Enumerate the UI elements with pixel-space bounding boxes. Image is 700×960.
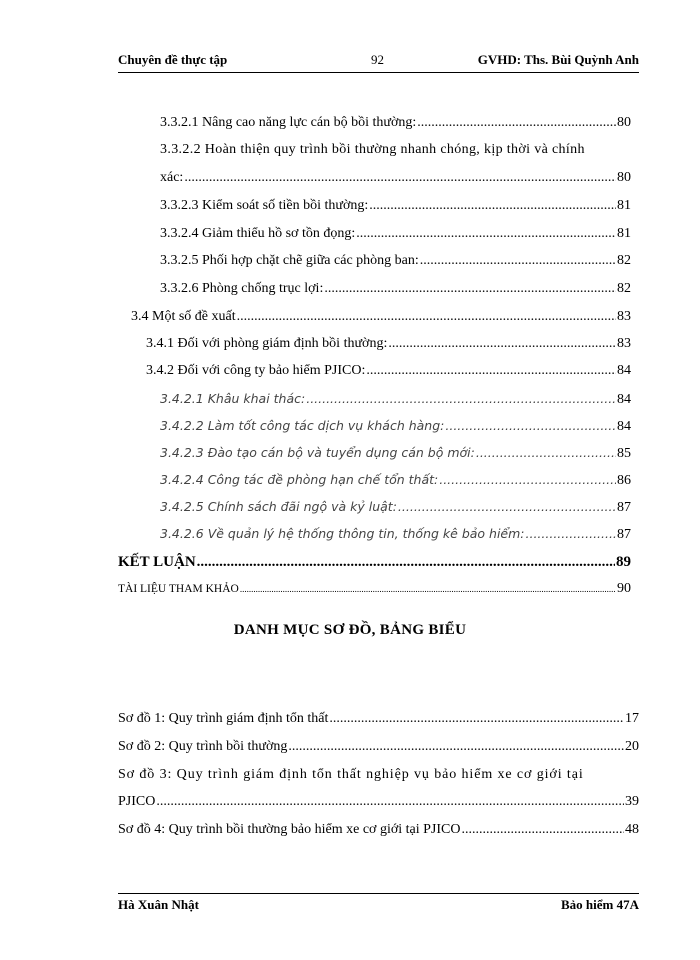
toc-label: 3.3.2.3 Kiểm soát số tiền bồi thường: — [160, 198, 369, 213]
toc-page: 83 — [617, 309, 631, 324]
toc-page: 87 — [617, 500, 631, 515]
toc-page: 81 — [617, 226, 631, 241]
toc-label: 3.3.2.4 Giảm thiểu hồ sơ tồn đọng: — [160, 226, 356, 241]
toc-page: 86 — [617, 473, 631, 488]
toc-entry[interactable] — [160, 388, 631, 410]
figure-entry[interactable] — [118, 791, 639, 813]
toc-page: 81 — [617, 198, 631, 213]
toc-entry[interactable] — [160, 167, 631, 189]
toc-label: 3.4.2.2 Làm tốt công tác dịch vụ khách hàng: — [160, 418, 445, 433]
footer-author: Hà Xuân Nhật — [118, 897, 199, 912]
figure-label: PJICO — [118, 794, 156, 809]
toc-label: 3.4.2.4 Công tác đề phòng hạn chế tổn thất: — [160, 472, 439, 487]
figure-page: 20 — [625, 739, 639, 754]
toc-entry[interactable] — [160, 415, 631, 437]
toc-entry[interactable] — [131, 306, 631, 328]
figure-label: Sơ đồ 4: Quy trình bồi thường bảo hiểm xe cơ giới tại PJICO — [118, 822, 461, 837]
header-advisor: GVHD: Ths. Bùi Quỳnh Anh — [477, 52, 639, 67]
toc-label: 3.4.2.3 Đào tạo cán bộ và tuyển dụng cán bộ mới: — [160, 445, 475, 460]
toc-entry-conclusion[interactable] — [118, 551, 631, 573]
figure-page: 17 — [625, 711, 639, 726]
toc-page: 85 — [617, 446, 631, 461]
figure-page: 48 — [625, 822, 639, 837]
toc-label: TÀI LIỆU THAM KHẢO — [118, 583, 239, 595]
toc-entry[interactable] — [160, 250, 631, 272]
toc-page: 80 — [617, 170, 631, 185]
figure-entry-line1[interactable] — [118, 764, 639, 786]
toc-page: 90 — [617, 581, 631, 596]
toc-page: 82 — [617, 281, 631, 296]
toc-label: 3.4 Một số đề xuất — [131, 309, 236, 324]
toc-label: 3.4.2.5 Chính sách đãi ngộ và kỷ luật: — [160, 499, 397, 514]
figure-label-line1: Sơ đồ 3: Quy trình giám định tổn thất nghiệp vụ bảo hiểm xe cơ giới tại — [118, 767, 584, 782]
header-title: Chuyên đề thực tập — [118, 52, 228, 67]
toc-entry[interactable] — [160, 469, 631, 491]
toc-entry[interactable] — [160, 112, 631, 134]
figure-label: Sơ đồ 2: Quy trình bồi thường — [118, 739, 288, 754]
toc-entry[interactable] — [160, 523, 631, 545]
toc-page: 87 — [617, 527, 631, 542]
toc-label: KẾT LUẬN — [118, 554, 196, 570]
toc-label-line1: 3.3.2.2 Hoàn thiện quy trình bồi thường nhanh chóng, kịp thời và chính — [160, 142, 585, 157]
toc-label: 3.3.2.6 Phòng chống trục lợi: — [160, 281, 324, 296]
toc-label: 3.4.2.6 Về quản lý hệ thống thông tin, thống kê bảo hiểm: — [160, 526, 525, 541]
toc-page: 83 — [617, 336, 631, 351]
toc-page: 84 — [617, 419, 631, 434]
figure-entry[interactable] — [118, 736, 639, 758]
figure-entry[interactable] — [118, 819, 639, 841]
toc-entry[interactable] — [160, 195, 631, 217]
toc-page: 82 — [617, 253, 631, 268]
footer-class: Bảo hiểm 47A — [561, 897, 639, 912]
toc-page: 89 — [616, 554, 631, 570]
figure-page: 39 — [625, 794, 639, 809]
toc-label: 3.4.2 Đối với công ty bảo hiểm PJICO: — [146, 363, 366, 378]
toc-entry[interactable] — [160, 278, 631, 300]
toc-page: 84 — [617, 392, 631, 407]
toc-page: 80 — [617, 115, 631, 130]
toc-entry-references[interactable] — [118, 578, 631, 600]
figure-entry[interactable] — [118, 708, 639, 730]
toc-entry[interactable] — [146, 360, 631, 382]
toc-label: 3.3.2.1 Nâng cao năng lực cán bộ bồi thường: — [160, 115, 417, 130]
header-divider — [118, 72, 639, 73]
toc-label: 3.4.1 Đối với phòng giám định bồi thường: — [146, 336, 388, 351]
footer-divider — [118, 893, 639, 894]
toc-label: 3.4.2.1 Khâu khai thác: — [160, 391, 306, 406]
figures-heading: DANH MỤC SƠ ĐỒ, BẢNG BIỂU — [233, 622, 467, 638]
toc-entry[interactable] — [160, 223, 631, 245]
page-number: 92 — [371, 52, 384, 67]
toc-entry[interactable] — [146, 333, 631, 355]
toc-page: 84 — [617, 363, 631, 378]
page-header — [118, 52, 639, 72]
toc-entry[interactable] — [160, 442, 631, 464]
toc-entry[interactable] — [160, 496, 631, 518]
toc-label: 3.3.2.5 Phối hợp chặt chẽ giữa các phòng ban: — [160, 253, 419, 268]
toc-label: xác: — [160, 170, 184, 185]
toc-entry-line1[interactable] — [160, 139, 631, 161]
figure-label: Sơ đồ 1: Quy trình giám định tổn thất — [118, 711, 329, 726]
